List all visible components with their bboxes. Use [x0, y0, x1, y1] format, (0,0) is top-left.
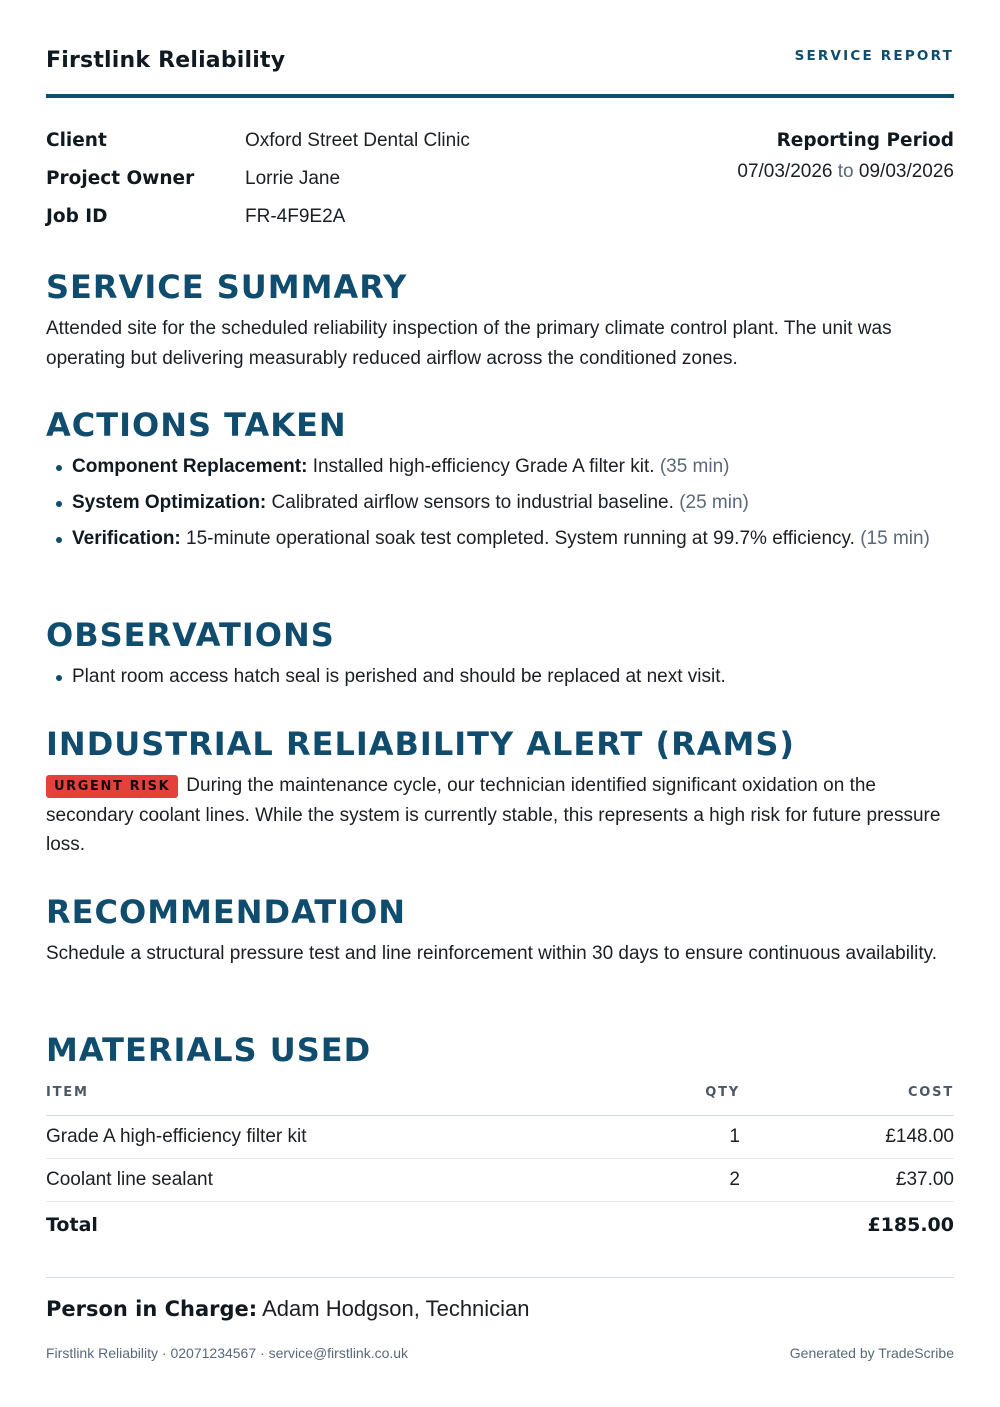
recommendation-section [46, 893, 954, 969]
materials-section [46, 1031, 954, 1248]
action-item [46, 488, 954, 518]
document-type: SERVICE REPORT [794, 48, 954, 64]
action-text: Installed high-efficiency Grade A filter kit. [312, 456, 655, 477]
recommendation-heading: RECOMMENDATION [46, 893, 407, 931]
service-summary-heading: SERVICE SUMMARY [46, 268, 408, 306]
footer-separator: · [256, 1345, 269, 1361]
total-row [46, 1202, 954, 1249]
company-name: Firstlink Reliability [46, 48, 286, 73]
footer-company: Firstlink Reliability [46, 1345, 159, 1361]
footer-phone-link[interactable]: 02071234567 [170, 1345, 257, 1361]
action-item [46, 524, 954, 554]
column-header-cost: COST [740, 1081, 954, 1116]
person-in-charge-label: Person in Charge: [46, 1297, 258, 1321]
period-to: to [837, 161, 854, 182]
actions-list [46, 452, 954, 554]
reporting-period [737, 130, 954, 183]
materials-heading: MATERIALS USED [46, 1031, 372, 1069]
reliability-alert-body [46, 771, 954, 860]
reporting-period-label: Reporting Period [776, 130, 954, 151]
material-qty: 2 [540, 1159, 740, 1202]
report-meta [46, 98, 954, 258]
report-header [46, 0, 954, 98]
total-value: £185.00 [867, 1214, 954, 1236]
footer-contact [46, 1345, 408, 1361]
period-end: 09/03/2026 [858, 161, 954, 182]
action-item [46, 452, 954, 482]
observations-section [46, 616, 954, 698]
materials-table [46, 1081, 954, 1248]
table-row [46, 1159, 954, 1202]
material-cost: £148.00 [740, 1116, 954, 1159]
action-duration: (35 min) [659, 456, 730, 477]
action-text: 15-minute operational soak test completed. System running at 99.7% efficiency. [186, 528, 855, 549]
job-id-label: Job ID [46, 206, 108, 227]
reporting-period-dates [737, 161, 954, 183]
material-qty: 1 [540, 1116, 740, 1159]
person-in-charge [46, 1296, 530, 1322]
observations-list [46, 662, 954, 692]
column-header-qty: QTY [540, 1081, 740, 1116]
total-label: Total [46, 1214, 98, 1236]
service-summary-section [46, 268, 954, 373]
service-report-page [46, 0, 954, 1361]
project-owner-value: Lorrie Jane [245, 168, 341, 189]
job-id-value: FR-4F9E2A [245, 206, 346, 227]
column-header-item: ITEM [46, 1081, 540, 1116]
material-item: Coolant line sealant [46, 1159, 540, 1202]
action-title: Component Replacement: [72, 456, 308, 477]
person-in-charge-name: Adam Hodgson, Technician [262, 1296, 530, 1321]
action-title: Verification: [72, 528, 181, 549]
service-summary-text: Attended site for the scheduled reliability inspection of the primary climate control plant. The unit was operating but delivering measurably reduced airflow across the conditioned zones. [46, 318, 892, 369]
action-title: System Optimization: [72, 492, 267, 513]
actions-taken-section [46, 406, 954, 560]
period-start: 07/03/2026 [737, 161, 833, 182]
observations-heading: OBSERVATIONS [46, 616, 335, 654]
action-duration: (25 min) [679, 492, 749, 513]
footer-divider [46, 1277, 954, 1278]
total-qty-empty [540, 1202, 740, 1249]
urgent-risk-badge: URGENT RISK [46, 775, 178, 798]
materials-header-row [46, 1081, 954, 1116]
footer-email-link[interactable]: service@firstlink.co.uk [268, 1345, 409, 1361]
client-label: Client [46, 130, 107, 151]
actions-taken-heading: ACTIONS TAKEN [46, 406, 347, 444]
reliability-alert-heading: INDUSTRIAL RELIABILITY ALERT (RAMS) [46, 725, 795, 763]
recommendation-text: Schedule a structural pressure test and line reinforcement within 30 days to ensure continuous availability. [46, 943, 938, 964]
action-text: Calibrated airflow sensors to industrial baseline. [271, 492, 674, 513]
client-value: Oxford Street Dental Clinic [245, 130, 470, 151]
action-duration: (15 min) [860, 528, 930, 549]
footer-separator: · [158, 1345, 171, 1361]
material-cost: £37.00 [740, 1159, 954, 1202]
generated-by: Generated by TradeScribe [789, 1345, 954, 1361]
reliability-alert-section [46, 725, 954, 860]
observation-item: Plant room access hatch seal is perished and should be replaced at next visit. [46, 662, 954, 692]
material-item: Grade A high-efficiency filter kit [46, 1116, 540, 1159]
table-row [46, 1116, 954, 1159]
reliability-alert-text: During the maintenance cycle, our technician identified significant oxidation on the secondary coolant lines. While the system is currently stable, this represents a high risk for future pressure loss. [46, 775, 941, 855]
project-owner-label: Project Owner [46, 168, 195, 189]
